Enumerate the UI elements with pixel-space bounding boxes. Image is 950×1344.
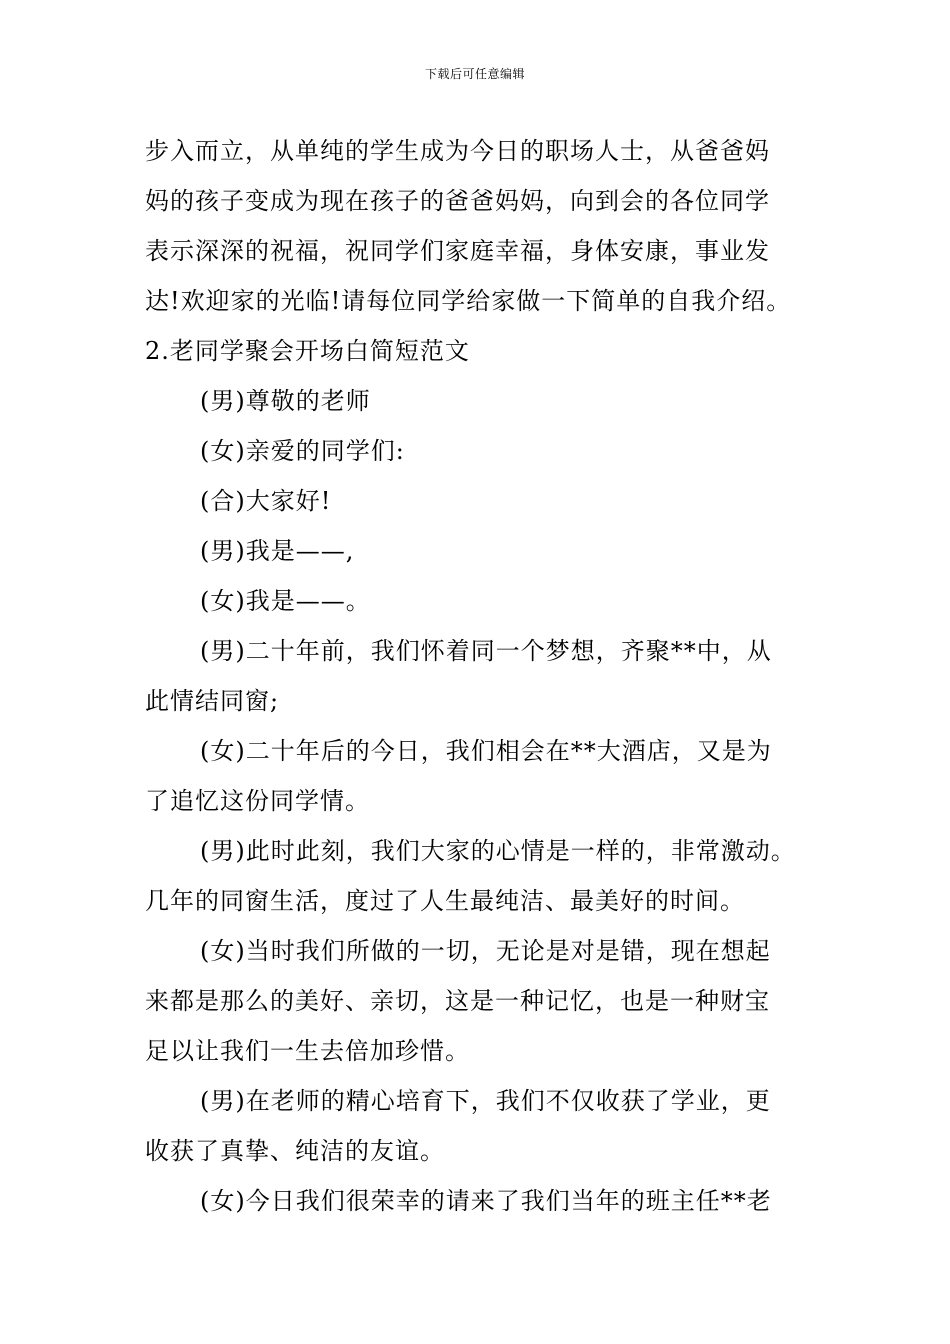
paragraph-line: 足以让我们一生去倍加珍惜。 <box>145 1037 470 1065</box>
paragraph-line: 妈的孩子变成为现在孩子的爸爸妈妈，向到会的各位同学 <box>145 187 770 215</box>
paragraph-line: (男)二十年前，我们怀着同一个梦想，齐聚**中，从 <box>200 637 772 665</box>
paragraph-line: 收获了真挚、纯洁的友谊。 <box>145 1137 445 1165</box>
paragraph-line: (女)今日我们很荣幸的请来了我们当年的班主任**老 <box>200 1187 772 1215</box>
paragraph-line: (女)我是——。 <box>200 587 371 615</box>
paragraph-line: (女)亲爱的同学们: <box>200 437 405 465</box>
section-heading: 2.老同学聚会开场白简短范文 <box>145 337 470 365</box>
paragraph-line: (女)当时我们所做的一切，无论是对是错，现在想起 <box>200 937 771 965</box>
paragraph-line: (男)我是——, <box>200 537 355 565</box>
page-header: 下载后可任意编辑 <box>424 67 525 81</box>
paragraph-line: (男)尊敬的老师 <box>200 387 371 415</box>
paragraph-line: 达!欢迎家的光临!请每位同学给家做一下简单的自我介绍。 <box>145 287 792 315</box>
paragraph-line: 了追忆这份同学情。 <box>145 787 370 815</box>
paragraph-line: 来都是那么的美好、亲切，这是一种记忆，也是一种财宝 <box>145 987 770 1015</box>
paragraph-line: (合)大家好! <box>200 487 332 515</box>
paragraph-line: 步入而立，从单纯的学生成为今日的职场人士，从爸爸妈 <box>145 137 770 165</box>
paragraph-line: 此情结同窗; <box>145 687 280 715</box>
paragraph-line: (男)此时此刻，我们大家的心情是一样的，非常激动。 <box>200 837 796 865</box>
paragraph-line: (男)在老师的精心培育下，我们不仅收获了学业，更 <box>200 1087 771 1115</box>
paragraph-line: (女)二十年后的今日，我们相会在**大酒店，又是为 <box>200 737 772 765</box>
document-body <box>145 126 810 1226</box>
paragraph-line: 表示深深的祝福，祝同学们家庭幸福，身体安康，事业发 <box>145 237 770 265</box>
paragraph-line: 几年的同窗生活，度过了人生最纯洁、最美好的时间。 <box>145 887 745 915</box>
